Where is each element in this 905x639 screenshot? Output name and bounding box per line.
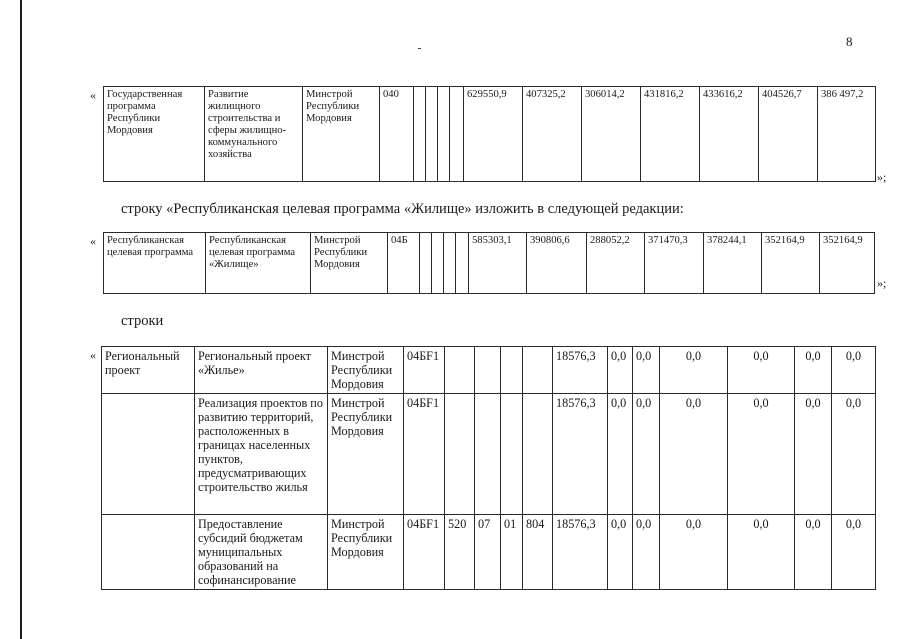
cell-empty (501, 347, 523, 394)
cell-amount: 18576,3 (553, 347, 608, 394)
cell-empty (426, 87, 438, 182)
cell-amount: 378244,1 (704, 233, 762, 294)
cell-code: 04БF1 (404, 515, 445, 590)
cell-amount: 0,0 (633, 515, 660, 590)
table-row (102, 515, 876, 590)
cell-executor: Минстрой Республики Мордовия (328, 515, 404, 590)
cell-amount: 585303,1 (469, 233, 527, 294)
cell-budget-code: 520 (445, 515, 475, 590)
cell-amount: 0,0 (608, 515, 633, 590)
cell-amount: 390806,6 (527, 233, 587, 294)
cell-amount: 433616,2 (700, 87, 759, 182)
cell-amount: 0,0 (728, 515, 795, 590)
cell-program-type (102, 394, 195, 515)
page-number: 8 (846, 34, 853, 49)
cell-empty (450, 87, 464, 182)
instruction-paragraph: строку «Республиканская целевая программа «Жилище» изложить в следующей редакции: (121, 201, 684, 217)
cell-empty (523, 347, 553, 394)
cell-amount: 0,0 (795, 347, 832, 394)
cell-amount: 0,0 (795, 394, 832, 515)
cell-empty (432, 233, 444, 294)
cell-amount: 352164,9 (820, 233, 875, 294)
cell-amount: 18576,3 (553, 515, 608, 590)
cell-empty (414, 87, 426, 182)
left-margin-line (20, 0, 22, 639)
table-regional-project (101, 346, 876, 590)
cell-empty (456, 233, 469, 294)
cell-code: 04БF1 (404, 394, 445, 515)
cell-program-name: Развитие жилищного строительства и сферы жилищно-коммунального хозяйства (205, 87, 303, 182)
cell-amount: 0,0 (795, 515, 832, 590)
cell-amount: 0,0 (728, 347, 795, 394)
table-state-program (103, 86, 876, 182)
open-quote: « (90, 234, 96, 248)
cell-empty (438, 87, 450, 182)
table-row (102, 394, 876, 515)
cell-amount: 18576,3 (553, 394, 608, 515)
cell-empty (523, 394, 553, 515)
close-quote: »; (877, 170, 887, 184)
cell-code: 040 (380, 87, 414, 182)
cell-amount: 0,0 (832, 347, 876, 394)
cell-executor: Минстрой Республики Мордовия (328, 394, 404, 515)
cell-code: 04Б (388, 233, 420, 294)
cell-amount: 629550,9 (464, 87, 523, 182)
cell-empty (445, 394, 475, 515)
close-quote: »; (877, 276, 887, 290)
cell-program-type: Республиканская целевая программа (104, 233, 206, 294)
cell-amount: 0,0 (633, 394, 660, 515)
cell-executor: Минстрой Республики Мордовия (311, 233, 388, 294)
cell-amount: 0,0 (832, 394, 876, 515)
cell-empty (501, 394, 523, 515)
cell-executor: Минстрой Республики Мордовия (303, 87, 380, 182)
table-target-program (103, 232, 875, 294)
cell-amount: 288052,2 (587, 233, 645, 294)
cell-program-type (102, 515, 195, 590)
cell-amount: 0,0 (608, 347, 633, 394)
cell-amount: 0,0 (660, 515, 728, 590)
cell-budget-code: 01 (501, 515, 523, 590)
cell-amount: 352164,9 (762, 233, 820, 294)
cell-program-type: Региональный проект (102, 347, 195, 394)
cell-amount: 0,0 (832, 515, 876, 590)
cell-budget-code: 07 (475, 515, 501, 590)
cell-amount: 386 497,2 (818, 87, 876, 182)
cell-amount: 404526,7 (759, 87, 818, 182)
open-quote: « (90, 348, 96, 362)
scan-speck (418, 48, 421, 49)
cell-program-name: Региональный проект «Жилье» (195, 347, 328, 394)
cell-program-name: Предоставление субсидий бюджетам муниципальных образований на софинансирование (195, 515, 328, 590)
cell-executor: Минстрой Республики Мордовия (328, 347, 404, 394)
cell-code: 04БF1 (404, 347, 445, 394)
cell-amount: 371470,3 (645, 233, 704, 294)
cell-amount: 306014,2 (582, 87, 641, 182)
cell-program-name: Реализация проектов по развитию территорий, расположенных в границах населенных пунктов, предусматривающих строительство жилья (195, 394, 328, 515)
cell-amount: 431816,2 (641, 87, 700, 182)
cell-empty (444, 233, 456, 294)
cell-amount: 0,0 (608, 394, 633, 515)
table-row (102, 347, 876, 394)
cell-program-name: Республиканская целевая программа «Жилище» (206, 233, 311, 294)
open-quote: « (90, 88, 96, 102)
cell-empty (445, 347, 475, 394)
cell-amount: 0,0 (633, 347, 660, 394)
cell-empty (475, 347, 501, 394)
table-row (104, 233, 875, 294)
cell-amount: 0,0 (660, 347, 728, 394)
table-row (104, 87, 876, 182)
cell-program-type: Государственная программа Республики Мордовия (104, 87, 205, 182)
cell-empty (420, 233, 432, 294)
cell-budget-code: 804 (523, 515, 553, 590)
cell-amount: 0,0 (728, 394, 795, 515)
cell-amount: 407325,2 (523, 87, 582, 182)
cell-amount: 0,0 (660, 394, 728, 515)
cell-empty (475, 394, 501, 515)
rows-heading: строки (121, 313, 164, 329)
